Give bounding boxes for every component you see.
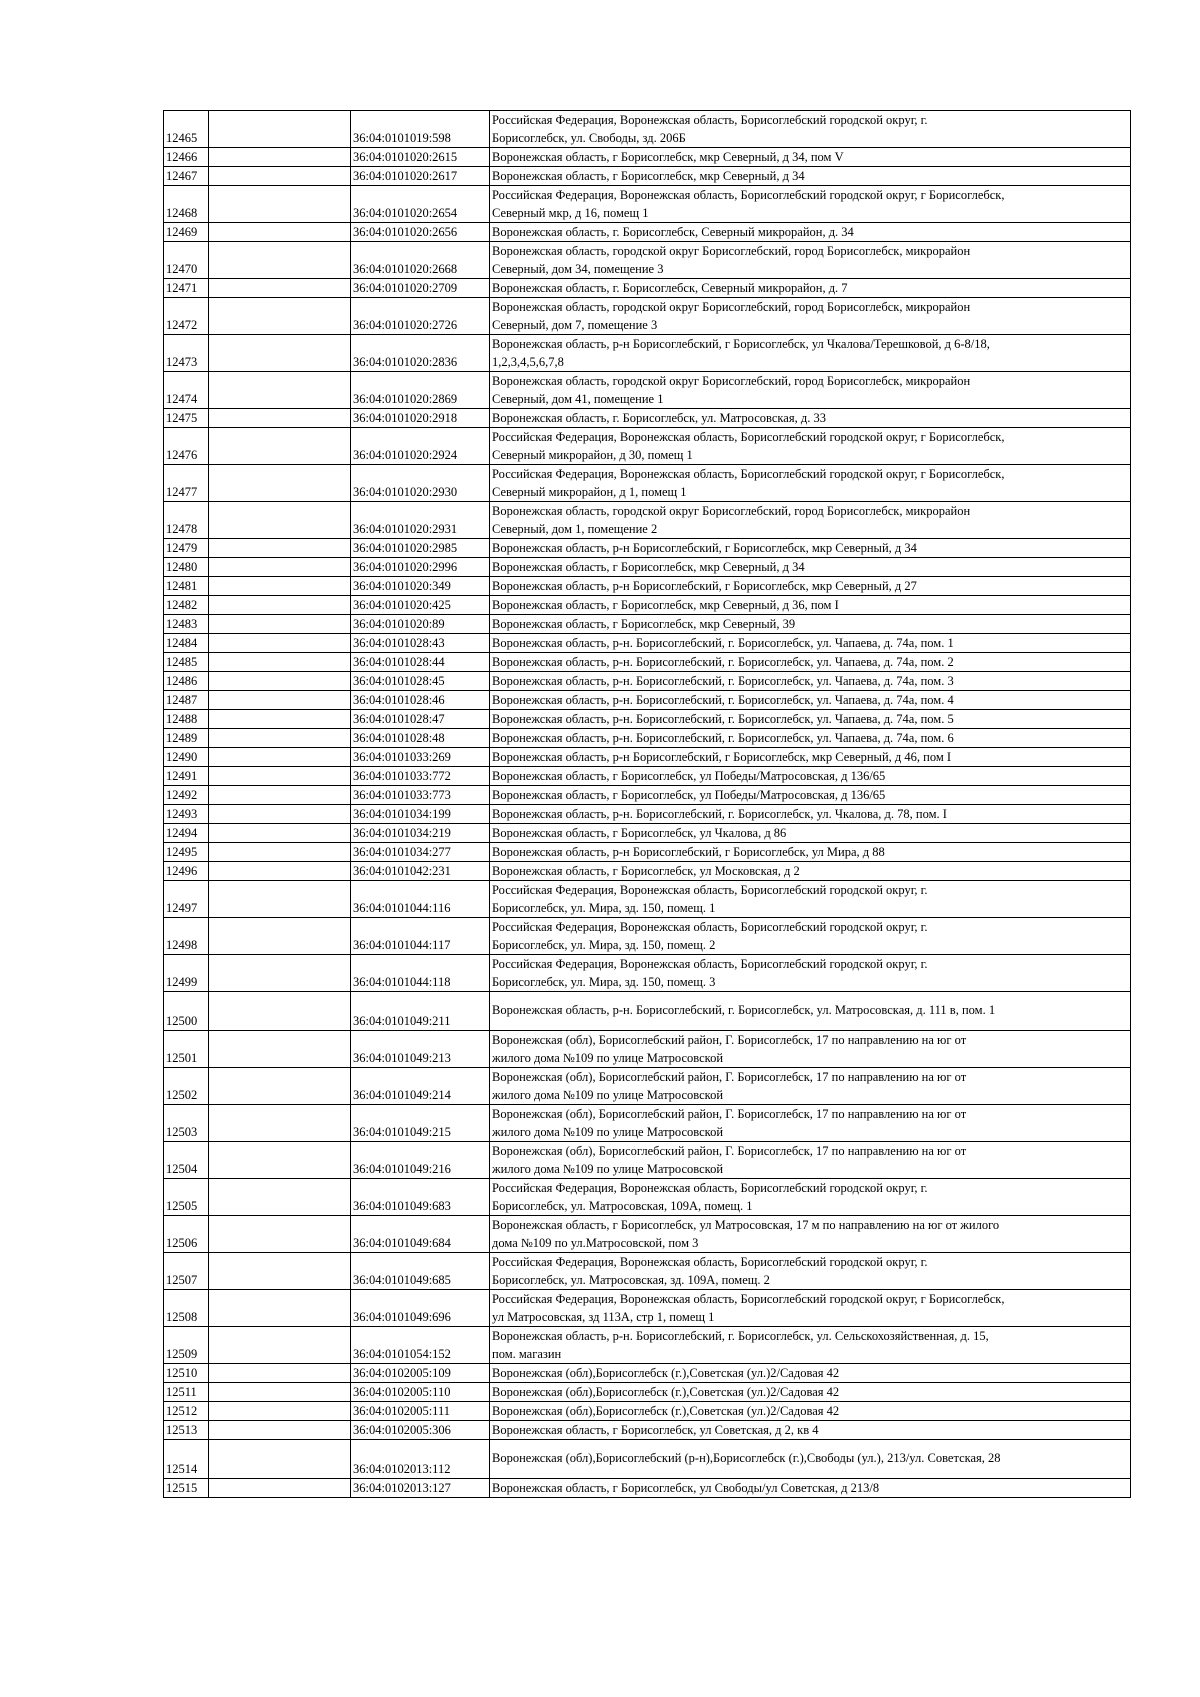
table-row	[164, 786, 1131, 805]
empty-cell	[209, 1105, 351, 1142]
address-cell: Воронежская область, р-н Борисоглебский, г Борисоглебск, мкр Северный, д 46, пом I	[490, 748, 1131, 767]
empty-cell	[209, 653, 351, 672]
row-number-cell: 12468	[164, 186, 209, 223]
address-cell: Российская Федерация, Воронежская область, Борисоглебский городской округ, г. Борисоглебск, ул. Матросовская, 109А, помещ. 1	[490, 1179, 1131, 1216]
row-number-cell: 12515	[164, 1479, 209, 1498]
cadastral-number-cell: 36:04:0101034:199	[351, 805, 490, 824]
address-cell: Воронежская область, г Борисоглебск, ул Победы/Матросовская, д 136/65	[490, 767, 1131, 786]
empty-cell	[209, 111, 351, 148]
address-cell: Воронежская область, г Борисоглебск, ул Победы/Матросовская, д 136/65	[490, 786, 1131, 805]
row-number-cell: 12498	[164, 918, 209, 955]
address-cell: Воронежская область, г. Борисоглебск, ул. Матросовская, д. 33	[490, 409, 1131, 428]
address-cell: Воронежская область, городской округ Борисоглебский, город Борисоглебск, микрорайон Северный, дом 34, помещение 3	[490, 242, 1131, 279]
empty-cell	[209, 148, 351, 167]
cadastral-number-cell: 36:04:0101020:349	[351, 577, 490, 596]
table-row	[164, 1383, 1131, 1402]
address-cell: Воронежская (обл),Борисоглебск (г.),Советская (ул.)2/Садовая 42	[490, 1383, 1131, 1402]
table-row	[164, 672, 1131, 691]
address-cell: Воронежская область, г Борисоглебск, ул Чкалова, д 86	[490, 824, 1131, 843]
row-number-cell: 12487	[164, 691, 209, 710]
address-cell: Воронежская область, р-н. Борисоглебский, г. Борисоглебск, ул. Чапаева, д. 74а, пом. 1	[490, 634, 1131, 653]
cadastral-number-cell: 36:04:0102005:110	[351, 1383, 490, 1402]
cadastral-number-cell: 36:04:0101028:46	[351, 691, 490, 710]
cadastral-number-cell: 36:04:0101054:152	[351, 1327, 490, 1364]
address-cell: Воронежская область, р-н Борисоглебский, г Борисоглебск, мкр Северный, д 34	[490, 539, 1131, 558]
cadastral-number-cell: 36:04:0101020:2918	[351, 409, 490, 428]
row-number-cell: 12499	[164, 955, 209, 992]
address-cell: Воронежская область, г Борисоглебск, ул Советская, д 2, кв 4	[490, 1421, 1131, 1440]
row-number-cell: 12489	[164, 729, 209, 748]
table-row	[164, 167, 1131, 186]
row-number-cell: 12470	[164, 242, 209, 279]
row-number-cell: 12514	[164, 1440, 209, 1479]
empty-cell	[209, 372, 351, 409]
address-cell: Воронежская область, г Борисоглебск, ул Свободы/ул Советская, д 213/8	[490, 1479, 1131, 1498]
table-row	[164, 1421, 1131, 1440]
empty-cell	[209, 634, 351, 653]
cadastral-number-cell: 36:04:0101049:215	[351, 1105, 490, 1142]
empty-cell	[209, 1364, 351, 1383]
empty-cell	[209, 615, 351, 634]
cadastral-number-cell: 36:04:0101020:2836	[351, 335, 490, 372]
empty-cell	[209, 955, 351, 992]
table-row	[164, 767, 1131, 786]
row-number-cell: 12474	[164, 372, 209, 409]
table-row	[164, 372, 1131, 409]
table-row	[164, 186, 1131, 223]
address-cell: Воронежская (обл),Борисоглебский (р-н),Борисоглебск (г.),Свободы (ул.), 213/ул. Советская, 28	[490, 1440, 1131, 1479]
row-number-cell: 12467	[164, 167, 209, 186]
empty-cell	[209, 242, 351, 279]
address-cell: Воронежская область, городской округ Борисоглебский, город Борисоглебск, микрорайон Северный, дом 1, помещение 2	[490, 502, 1131, 539]
empty-cell	[209, 672, 351, 691]
cadastral-number-cell: 36:04:0101020:2931	[351, 502, 490, 539]
address-cell: Российская Федерация, Воронежская область, Борисоглебский городской округ, г Борисоглебск, ул Матросовская, зд 113А, стр 1, помещ 1	[490, 1290, 1131, 1327]
table-row	[164, 992, 1131, 1031]
table-row	[164, 596, 1131, 615]
table-row	[164, 729, 1131, 748]
empty-cell	[209, 691, 351, 710]
cadastral-number-cell: 36:04:0101049:684	[351, 1216, 490, 1253]
empty-cell	[209, 881, 351, 918]
row-number-cell: 12505	[164, 1179, 209, 1216]
empty-cell	[209, 992, 351, 1031]
table-row	[164, 1142, 1131, 1179]
empty-cell	[209, 502, 351, 539]
row-number-cell: 12490	[164, 748, 209, 767]
cadastral-number-cell: 36:04:0101049:213	[351, 1031, 490, 1068]
table-row	[164, 1253, 1131, 1290]
cadastral-number-cell: 36:04:0101028:47	[351, 710, 490, 729]
address-cell: Воронежская область, р-н Борисоглебский, г Борисоглебск, ул Мира, д 88	[490, 843, 1131, 862]
empty-cell	[209, 539, 351, 558]
row-number-cell: 12479	[164, 539, 209, 558]
address-cell: Воронежская область, р-н. Борисоглебский, г. Борисоглебск, ул. Чапаева, д. 74а, пом. 3	[490, 672, 1131, 691]
empty-cell	[209, 862, 351, 881]
empty-cell	[209, 1440, 351, 1479]
row-number-cell: 12476	[164, 428, 209, 465]
address-cell: Воронежская область, городской округ Борисоглебский, город Борисоглебск, микрорайон Северный, дом 7, помещение 3	[490, 298, 1131, 335]
row-number-cell: 12477	[164, 465, 209, 502]
empty-cell	[209, 1142, 351, 1179]
empty-cell	[209, 1402, 351, 1421]
table-row	[164, 502, 1131, 539]
row-number-cell: 12483	[164, 615, 209, 634]
row-number-cell: 12511	[164, 1383, 209, 1402]
row-number-cell: 12503	[164, 1105, 209, 1142]
empty-cell	[209, 1068, 351, 1105]
cadastral-number-cell: 36:04:0101020:2654	[351, 186, 490, 223]
address-cell: Воронежская (обл), Борисоглебский район, Г. Борисоглебск, 17 по направлению на юг от жилого дома №109 по улице Матросовской	[490, 1068, 1131, 1105]
table-row	[164, 298, 1131, 335]
cadastral-number-cell: 36:04:0101020:2656	[351, 223, 490, 242]
cadastral-number-cell: 36:04:0101034:277	[351, 843, 490, 862]
cadastral-number-cell: 36:04:0101033:269	[351, 748, 490, 767]
table-row	[164, 748, 1131, 767]
address-cell: Российская Федерация, Воронежская область, Борисоглебский городской округ, г. Борисоглебск, ул. Мира, зд. 150, помещ. 2	[490, 918, 1131, 955]
row-number-cell: 12473	[164, 335, 209, 372]
empty-cell	[209, 1383, 351, 1402]
empty-cell	[209, 805, 351, 824]
empty-cell	[209, 1479, 351, 1498]
cadastral-number-cell: 36:04:0101028:43	[351, 634, 490, 653]
row-number-cell: 12484	[164, 634, 209, 653]
address-cell: Воронежская область, городской округ Борисоглебский, город Борисоглебск, микрорайон Северный, дом 41, помещение 1	[490, 372, 1131, 409]
table-row	[164, 335, 1131, 372]
address-cell: Российская Федерация, Воронежская область, Борисоглебский городской округ, г. Борисоглебск, ул. Матросовская, зд. 109А, помещ. 2	[490, 1253, 1131, 1290]
empty-cell	[209, 223, 351, 242]
table-row	[164, 242, 1131, 279]
row-number-cell: 12508	[164, 1290, 209, 1327]
address-cell: Воронежская область, р-н. Борисоглебский, г. Борисоглебск, ул. Чкалова, д. 78, пом. I	[490, 805, 1131, 824]
table-row	[164, 409, 1131, 428]
table-row	[164, 465, 1131, 502]
address-cell: Воронежская область, г Борисоглебск, мкр Северный, д 34	[490, 167, 1131, 186]
empty-cell	[209, 335, 351, 372]
table-row	[164, 1179, 1131, 1216]
row-number-cell: 12504	[164, 1142, 209, 1179]
empty-cell	[209, 843, 351, 862]
row-number-cell: 12466	[164, 148, 209, 167]
address-cell: Российская Федерация, Воронежская область, Борисоглебский городской округ, г Борисоглебск, Северный микрорайон, д 30, помещ 1	[490, 428, 1131, 465]
empty-cell	[209, 186, 351, 223]
row-number-cell: 12481	[164, 577, 209, 596]
table-row	[164, 1105, 1131, 1142]
document-table-body	[164, 111, 1131, 1498]
table-row	[164, 862, 1131, 881]
cadastral-number-cell: 36:04:0101020:2985	[351, 539, 490, 558]
cadastral-number-cell: 36:04:0101020:2615	[351, 148, 490, 167]
cadastral-number-cell: 36:04:0101033:772	[351, 767, 490, 786]
table-row	[164, 428, 1131, 465]
cadastral-number-cell: 36:04:0101049:685	[351, 1253, 490, 1290]
table-row	[164, 881, 1131, 918]
row-number-cell: 12495	[164, 843, 209, 862]
address-cell: Воронежская область, г Борисоглебск, мкр Северный, д 34, пом V	[490, 148, 1131, 167]
cadastral-number-cell: 36:04:0101020:425	[351, 596, 490, 615]
table-row	[164, 1364, 1131, 1383]
address-cell: Воронежская область, г Борисоглебск, мкр Северный, д 36, пом I	[490, 596, 1131, 615]
cadastral-number-cell: 36:04:0101020:2709	[351, 279, 490, 298]
row-number-cell: 12493	[164, 805, 209, 824]
address-cell: Воронежская область, р-н. Борисоглебский, г. Борисоглебск, ул. Чапаева, д. 74а, пом. 5	[490, 710, 1131, 729]
address-cell: Российская Федерация, Воронежская область, Борисоглебский городской округ, г Борисоглебск, Северный мкр, д 16, помещ 1	[490, 186, 1131, 223]
cadastral-number-cell: 36:04:0102013:112	[351, 1440, 490, 1479]
empty-cell	[209, 1327, 351, 1364]
address-cell: Воронежская область, р-н. Борисоглебский, г. Борисоглебск, ул. Сельскохозяйственная, д. 15, пом. магазин	[490, 1327, 1131, 1364]
cadastral-number-cell: 36:04:0101020:2869	[351, 372, 490, 409]
empty-cell	[209, 279, 351, 298]
empty-cell	[209, 596, 351, 615]
document-table	[163, 110, 1131, 1498]
table-row	[164, 918, 1131, 955]
table-row	[164, 1327, 1131, 1364]
row-number-cell: 12478	[164, 502, 209, 539]
cadastral-number-cell: 36:04:0101019:598	[351, 111, 490, 148]
cadastral-number-cell: 36:04:0101049:214	[351, 1068, 490, 1105]
row-number-cell: 12496	[164, 862, 209, 881]
empty-cell	[209, 748, 351, 767]
table-row	[164, 1216, 1131, 1253]
cadastral-number-cell: 36:04:0101049:211	[351, 992, 490, 1031]
cadastral-number-cell: 36:04:0102013:127	[351, 1479, 490, 1498]
table-row	[164, 691, 1131, 710]
table-row	[164, 1290, 1131, 1327]
cadastral-number-cell: 36:04:0101028:44	[351, 653, 490, 672]
cadastral-number-cell: 36:04:0102005:306	[351, 1421, 490, 1440]
empty-cell	[209, 577, 351, 596]
address-cell: Российская Федерация, Воронежская область, Борисоглебский городской округ, г Борисоглебск, Северный микрорайон, д 1, помещ 1	[490, 465, 1131, 502]
row-number-cell: 12491	[164, 767, 209, 786]
cadastral-number-cell: 36:04:0101028:45	[351, 672, 490, 691]
address-cell: Воронежская (обл),Борисоглебск (г.),Советская (ул.)2/Садовая 42	[490, 1402, 1131, 1421]
table-row	[164, 279, 1131, 298]
row-number-cell: 12510	[164, 1364, 209, 1383]
table-row	[164, 805, 1131, 824]
address-cell: Воронежская (обл), Борисоглебский район, Г. Борисоглебск, 17 по направлению на юг от жилого дома №109 по улице Матросовской	[490, 1031, 1131, 1068]
empty-cell	[209, 409, 351, 428]
address-cell: Российская Федерация, Воронежская область, Борисоглебский городской округ, г. Борисоглебск, ул. Свободы, зд. 206Б	[490, 111, 1131, 148]
row-number-cell: 12506	[164, 1216, 209, 1253]
cadastral-number-cell: 36:04:0101044:118	[351, 955, 490, 992]
row-number-cell: 12475	[164, 409, 209, 428]
table-row	[164, 710, 1131, 729]
cadastral-number-cell: 36:04:0101049:216	[351, 1142, 490, 1179]
empty-cell	[209, 918, 351, 955]
row-number-cell: 12512	[164, 1402, 209, 1421]
empty-cell	[209, 710, 351, 729]
empty-cell	[209, 1179, 351, 1216]
address-cell: Воронежская область, г Борисоглебск, ул Московская, д 2	[490, 862, 1131, 881]
table-row	[164, 148, 1131, 167]
table-row	[164, 111, 1131, 148]
address-cell: Воронежская область, р-н Борисоглебский, г Борисоглебск, ул Чкалова/Терешковой, д 6-8/18, 1,2,3,4,5,6,7,8	[490, 335, 1131, 372]
row-number-cell: 12471	[164, 279, 209, 298]
address-cell: Воронежская область, р-н Борисоглебский, г Борисоглебск, мкр Северный, д 27	[490, 577, 1131, 596]
cadastral-number-cell: 36:04:0102005:109	[351, 1364, 490, 1383]
cadastral-number-cell: 36:04:0101020:2924	[351, 428, 490, 465]
table-row	[164, 558, 1131, 577]
row-number-cell: 12513	[164, 1421, 209, 1440]
cadastral-number-cell: 36:04:0101049:696	[351, 1290, 490, 1327]
cadastral-number-cell: 36:04:0101020:2930	[351, 465, 490, 502]
address-cell: Воронежская область, р-н. Борисоглебский, г. Борисоглебск, ул. Чапаева, д. 74а, пом. 6	[490, 729, 1131, 748]
row-number-cell: 12488	[164, 710, 209, 729]
row-number-cell: 12472	[164, 298, 209, 335]
empty-cell	[209, 1290, 351, 1327]
table-row	[164, 1402, 1131, 1421]
row-number-cell: 12509	[164, 1327, 209, 1364]
table-row	[164, 1440, 1131, 1479]
cadastral-number-cell: 36:04:0101020:2726	[351, 298, 490, 335]
cadastral-number-cell: 36:04:0101020:2996	[351, 558, 490, 577]
row-number-cell: 12469	[164, 223, 209, 242]
table-row	[164, 824, 1131, 843]
table-row	[164, 843, 1131, 862]
table-row	[164, 539, 1131, 558]
row-number-cell: 12486	[164, 672, 209, 691]
table-row	[164, 577, 1131, 596]
table-row	[164, 1479, 1131, 1498]
empty-cell	[209, 298, 351, 335]
cadastral-number-cell: 36:04:0102005:111	[351, 1402, 490, 1421]
row-number-cell: 12480	[164, 558, 209, 577]
empty-cell	[209, 1253, 351, 1290]
address-cell: Воронежская область, р-н. Борисоглебский, г. Борисоглебск, ул. Матросовская, д. 111 в, пом. 1	[490, 992, 1131, 1031]
cadastral-number-cell: 36:04:0101049:683	[351, 1179, 490, 1216]
empty-cell	[209, 558, 351, 577]
table-row	[164, 1031, 1131, 1068]
empty-cell	[209, 428, 351, 465]
row-number-cell: 12501	[164, 1031, 209, 1068]
cadastral-number-cell: 36:04:0101033:773	[351, 786, 490, 805]
row-number-cell: 12465	[164, 111, 209, 148]
row-number-cell: 12507	[164, 1253, 209, 1290]
address-cell: Воронежская (обл), Борисоглебский район, Г. Борисоглебск, 17 по направлению на юг от жилого дома №109 по улице Матросовской	[490, 1105, 1131, 1142]
empty-cell	[209, 1031, 351, 1068]
empty-cell	[209, 465, 351, 502]
row-number-cell: 12497	[164, 881, 209, 918]
address-cell: Воронежская область, г Борисоглебск, мкр Северный, д 34	[490, 558, 1131, 577]
empty-cell	[209, 167, 351, 186]
row-number-cell: 12494	[164, 824, 209, 843]
cadastral-number-cell: 36:04:0101034:219	[351, 824, 490, 843]
cadastral-number-cell: 36:04:0101044:117	[351, 918, 490, 955]
address-cell: Воронежская область, г. Борисоглебск, Северный микрорайон, д. 34	[490, 223, 1131, 242]
empty-cell	[209, 1216, 351, 1253]
address-cell: Воронежская (обл), Борисоглебский район, Г. Борисоглебск, 17 по направлению на юг от жилого дома №109 по улице Матросовской	[490, 1142, 1131, 1179]
address-cell: Российская Федерация, Воронежская область, Борисоглебский городской округ, г. Борисоглебск, ул. Мира, зд. 150, помещ. 1	[490, 881, 1131, 918]
address-cell: Воронежская область, р-н. Борисоглебский, г. Борисоглебск, ул. Чапаева, д. 74а, пом. 2	[490, 653, 1131, 672]
empty-cell	[209, 767, 351, 786]
address-cell: Воронежская область, г. Борисоглебск, Северный микрорайон, д. 7	[490, 279, 1131, 298]
empty-cell	[209, 1421, 351, 1440]
row-number-cell: 12502	[164, 1068, 209, 1105]
address-cell: Воронежская область, г Борисоглебск, ул Матросовская, 17 м по направлению на юг от жилого дома №109 по ул.Матросовской, пом 3	[490, 1216, 1131, 1253]
cadastral-number-cell: 36:04:0101028:48	[351, 729, 490, 748]
cadastral-number-cell: 36:04:0101044:116	[351, 881, 490, 918]
table-row	[164, 955, 1131, 992]
row-number-cell: 12485	[164, 653, 209, 672]
table-row	[164, 223, 1131, 242]
table-row	[164, 1068, 1131, 1105]
cadastral-number-cell: 36:04:0101020:89	[351, 615, 490, 634]
cadastral-number-cell: 36:04:0101042:231	[351, 862, 490, 881]
table-row	[164, 634, 1131, 653]
table-row	[164, 615, 1131, 634]
empty-cell	[209, 729, 351, 748]
row-number-cell: 12492	[164, 786, 209, 805]
address-cell: Воронежская область, р-н. Борисоглебский, г. Борисоглебск, ул. Чапаева, д. 74а, пом. 4	[490, 691, 1131, 710]
address-cell: Воронежская (обл),Борисоглебск (г.),Советская (ул.)2/Садовая 42	[490, 1364, 1131, 1383]
row-number-cell: 12500	[164, 992, 209, 1031]
address-cell: Воронежская область, г Борисоглебск, мкр Северный, 39	[490, 615, 1131, 634]
cadastral-number-cell: 36:04:0101020:2617	[351, 167, 490, 186]
empty-cell	[209, 824, 351, 843]
row-number-cell: 12482	[164, 596, 209, 615]
table-row	[164, 653, 1131, 672]
cadastral-number-cell: 36:04:0101020:2668	[351, 242, 490, 279]
empty-cell	[209, 786, 351, 805]
address-cell: Российская Федерация, Воронежская область, Борисоглебский городской округ, г. Борисоглебск, ул. Мира, зд. 150, помещ. 3	[490, 955, 1131, 992]
